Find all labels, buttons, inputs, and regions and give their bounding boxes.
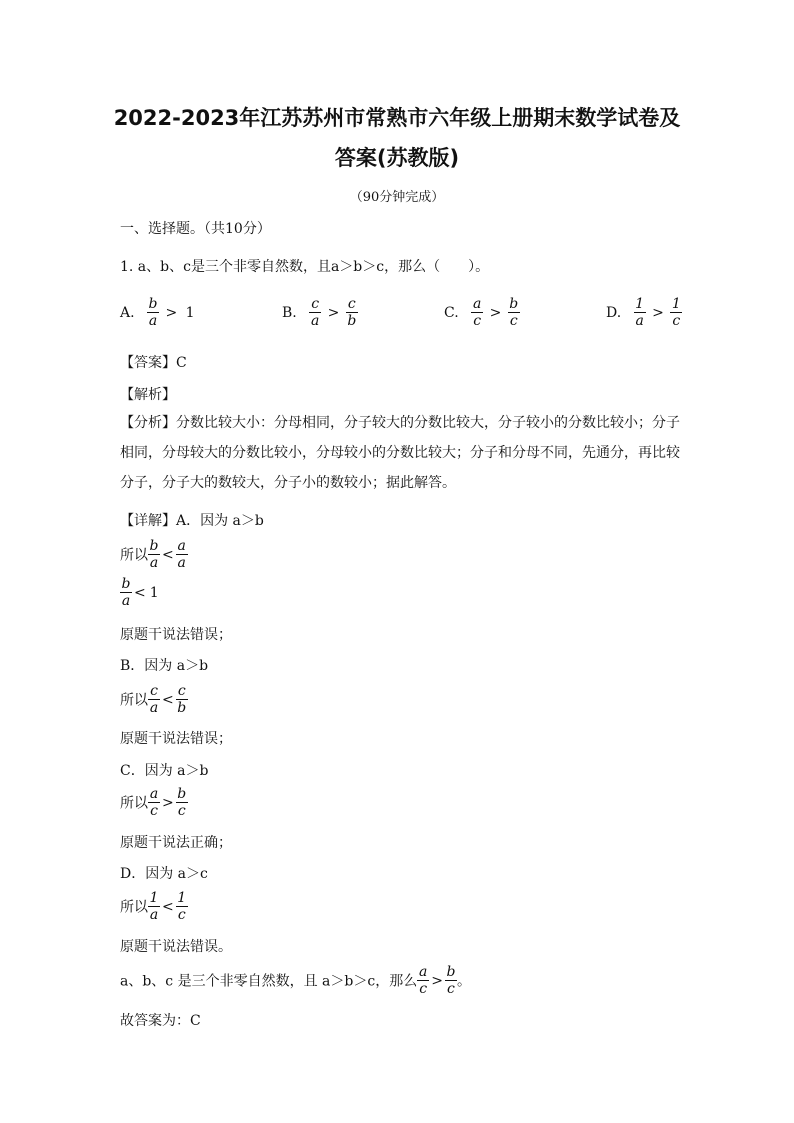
relation-sign: > — [489, 304, 502, 321]
fraction: $\frac{a}{a}$ — [177, 538, 186, 571]
fraction: $\frac{c}{b}$ — [177, 683, 187, 716]
section-heading: 一、选择题。（共10分） — [120, 221, 271, 237]
fraction: $\frac{b}{c}$ — [177, 786, 187, 819]
detail-b-step: 所以 $\frac{c}{a}$ < $\frac{c}{b}$ — [120, 683, 187, 716]
option-a-rhs: 1 — [185, 304, 195, 321]
option-a — [120, 296, 197, 329]
option-b — [282, 296, 358, 329]
analysis-heading: 【解析】 — [120, 387, 176, 403]
option-b-label: B. — [282, 304, 297, 321]
detail-a-verdict: 原题干说法错误； — [120, 627, 232, 643]
detail-c-line: C．因为 a＞b — [120, 763, 209, 779]
fraction: $\frac{c}{a}$ — [311, 296, 320, 329]
detail-c-step: 所以 $\frac{a}{c}$ > $\frac{b}{c}$ — [120, 786, 187, 819]
answer-line: 【答案】C — [120, 355, 187, 371]
relation-sign: > — [165, 304, 178, 321]
detail-c-verdict: 原题干说法正确； — [120, 835, 232, 851]
option-d — [606, 296, 682, 329]
fraction: $\frac{a}{c}$ — [149, 786, 159, 819]
option-c — [444, 296, 520, 329]
fraction: $\frac{a}{c}$ — [472, 296, 482, 329]
detail-d-line: D．因为 a＞c — [120, 866, 208, 882]
detail-a-line: 【详解】A．因为 a＞b — [120, 513, 264, 529]
fraction: $\frac{c}{b}$ — [347, 296, 357, 329]
fraction: $\frac{b}{a}$ — [148, 296, 158, 329]
fraction: $\frac{1}{c}$ — [671, 296, 681, 329]
detail-d-verdict: 原题干说法错误。 — [120, 939, 232, 955]
question-1-text: 1. a、b、c是三个非零自然数，且a＞b＞c，那么（ ）。 — [120, 259, 490, 275]
fraction: $\frac{1}{a}$ — [149, 890, 159, 923]
final-answer: 故答案为：C — [120, 1013, 201, 1029]
relation-sign: > — [327, 304, 340, 321]
fraction: $\frac{b}{c}$ — [509, 296, 519, 329]
time-note: （90分钟完成） — [349, 190, 445, 205]
fraction: $\frac{b}{c}$ — [446, 964, 456, 997]
detail-b-line: B．因为 a＞b — [120, 658, 209, 674]
fraction: $\frac{c}{a}$ — [149, 683, 159, 716]
conclusion-line: a、b、c 是三个非零自然数，且 a＞b＞c，那么 $\frac{a}{c}$ > $\frac{b}{c}$ 。 — [120, 964, 471, 997]
detail-b-verdict: 原题干说法错误； — [120, 731, 232, 747]
detail-d-step: 所以 $\frac{1}{a}$ < $\frac{1}{c}$ — [120, 890, 187, 923]
detail-a-step-2: $\frac{b}{a}$ < 1 — [121, 576, 159, 609]
fraction: $\frac{a}{c}$ — [419, 964, 428, 997]
fraction: $\frac{1}{c}$ — [177, 890, 187, 923]
document-title-line-2: 答案(苏教版) — [334, 146, 460, 170]
option-c-label: C. — [444, 304, 459, 321]
relation-sign: > — [652, 304, 664, 321]
option-a-label: A. — [120, 304, 135, 321]
option-d-label: D. — [606, 304, 622, 321]
fraction: $\frac{b}{a}$ — [121, 576, 131, 609]
analysis-paragraph: 【分析】分数比较大小：分母相同，分子较大的分数比较大，分子较小的分数比较小；分子相同，分母较大的分数比较小，分母较小的分数比较大；分子和分母不同，先通分，再比较分子，分子大的数较大，分子小的数较小；据此解答。 — [120, 415, 680, 491]
fraction: $\frac{1}{a}$ — [635, 296, 645, 329]
detail-a-step-1: 所以 $\frac{b}{a}$ < $\frac{a}{a}$ — [120, 538, 186, 571]
document-title-line-1: 2022-2023年江苏苏州市常熟市六年级上册期末数学试卷及 — [113, 106, 681, 130]
fraction: $\frac{b}{a}$ — [149, 538, 159, 571]
